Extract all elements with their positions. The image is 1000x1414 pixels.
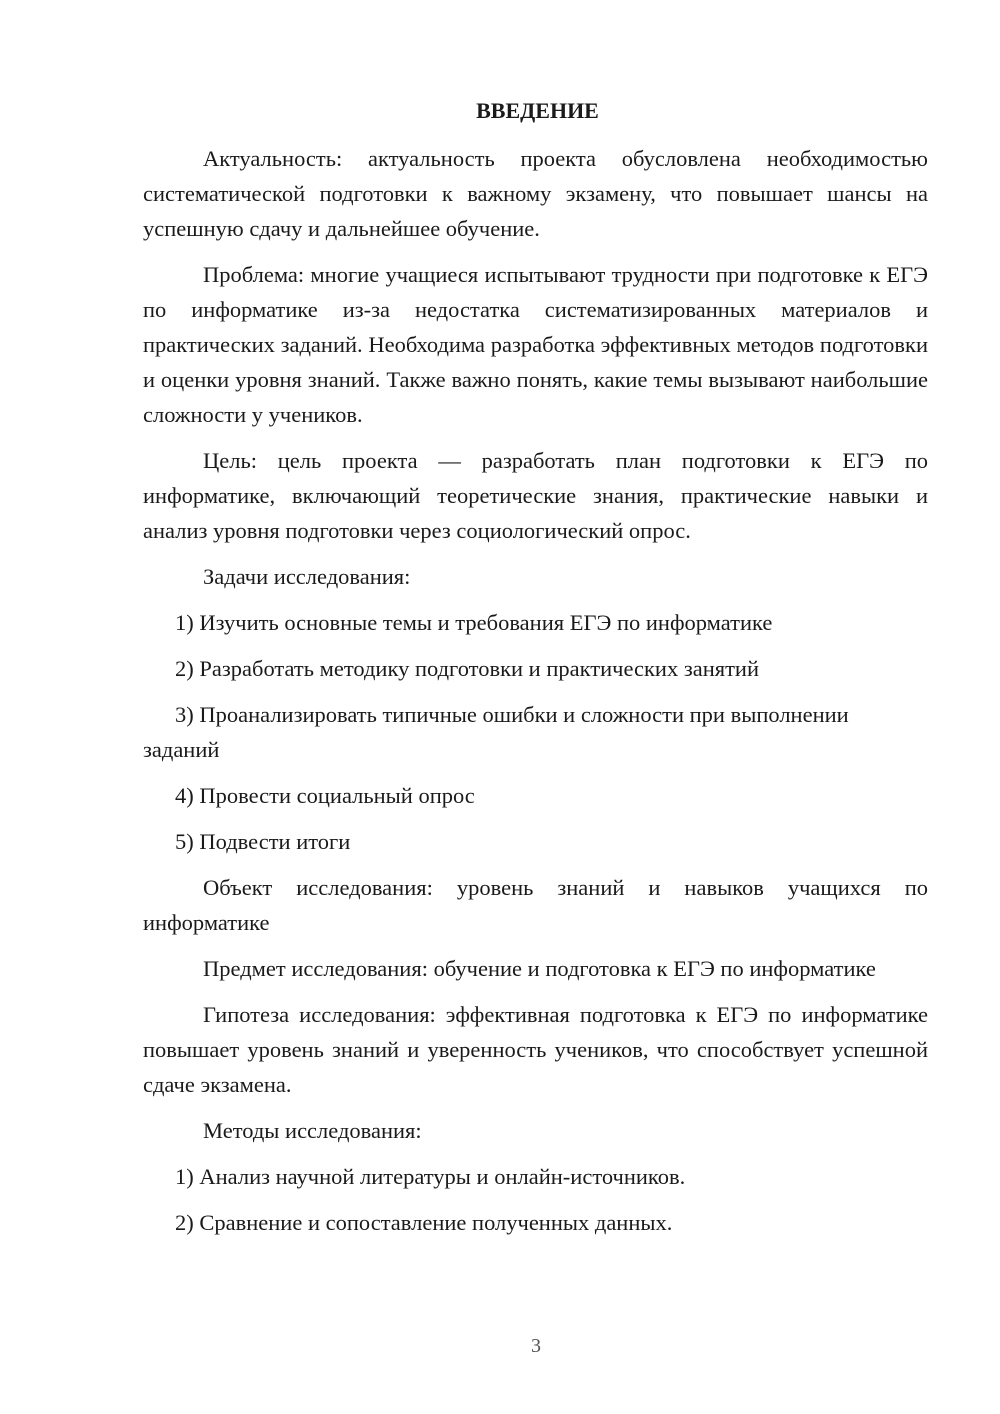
object-paragraph: Объект исследования: уровень знаний и навыков учащихся по информатике bbox=[143, 875, 928, 935]
hypothesis-paragraph: Гипотеза исследования: эффективная подготовка к ЕГЭ по информатике повышает уровень знаний и уверенность учеников, что способствует успешной сдаче экзамена. bbox=[143, 1002, 928, 1097]
task-item: 4) Провести социальный опрос bbox=[175, 783, 475, 808]
section-title: ВВЕДЕНИЕ bbox=[476, 98, 599, 123]
task-item: 3) Проанализировать типичные ошибки и сложности при выполнении заданий bbox=[143, 702, 849, 762]
task-item: 5) Подвести итоги bbox=[175, 829, 351, 854]
relevance-paragraph: Актуальность: актуальность проекта обусловлена необходимостью систематической подготовки к важному экзамену, что повышает шансы на успешную сдачу и дальнейшее обучение. bbox=[143, 146, 928, 241]
methods-heading: Методы исследования: bbox=[203, 1118, 422, 1143]
method-item: 1) Анализ научной литературы и онлайн-источников. bbox=[175, 1164, 686, 1189]
page-content bbox=[143, 96, 928, 1251]
problem-paragraph: Проблема: многие учащиеся испытывают трудности при подготовке к ЕГЭ по информатике из-за недостатка систематизированных материалов и практических заданий. Необходима разработка эффективных методов подготовки и оценки уровня знаний. Также важно понять, какие темы вызывают наибольшие сложности у учеников. bbox=[143, 262, 928, 427]
task-item: 2) Разработать методику подготовки и практических занятий bbox=[175, 656, 760, 681]
method-item: 2) Сравнение и сопоставление полученных данных. bbox=[175, 1210, 673, 1235]
task-item: 1) Изучить основные темы и требования ЕГЭ по информатике bbox=[175, 610, 773, 635]
subject-paragraph: Предмет исследования: обучение и подготовка к ЕГЭ по информатике bbox=[203, 956, 876, 981]
page-number: 3 bbox=[531, 1335, 541, 1357]
goal-paragraph: Цель: цель проекта — разработать план подготовки к ЕГЭ по информатике, включающий теоретические знания, практические навыки и анализ уровня подготовки через социологический опрос. bbox=[143, 448, 928, 543]
tasks-heading: Задачи исследования: bbox=[203, 564, 411, 589]
